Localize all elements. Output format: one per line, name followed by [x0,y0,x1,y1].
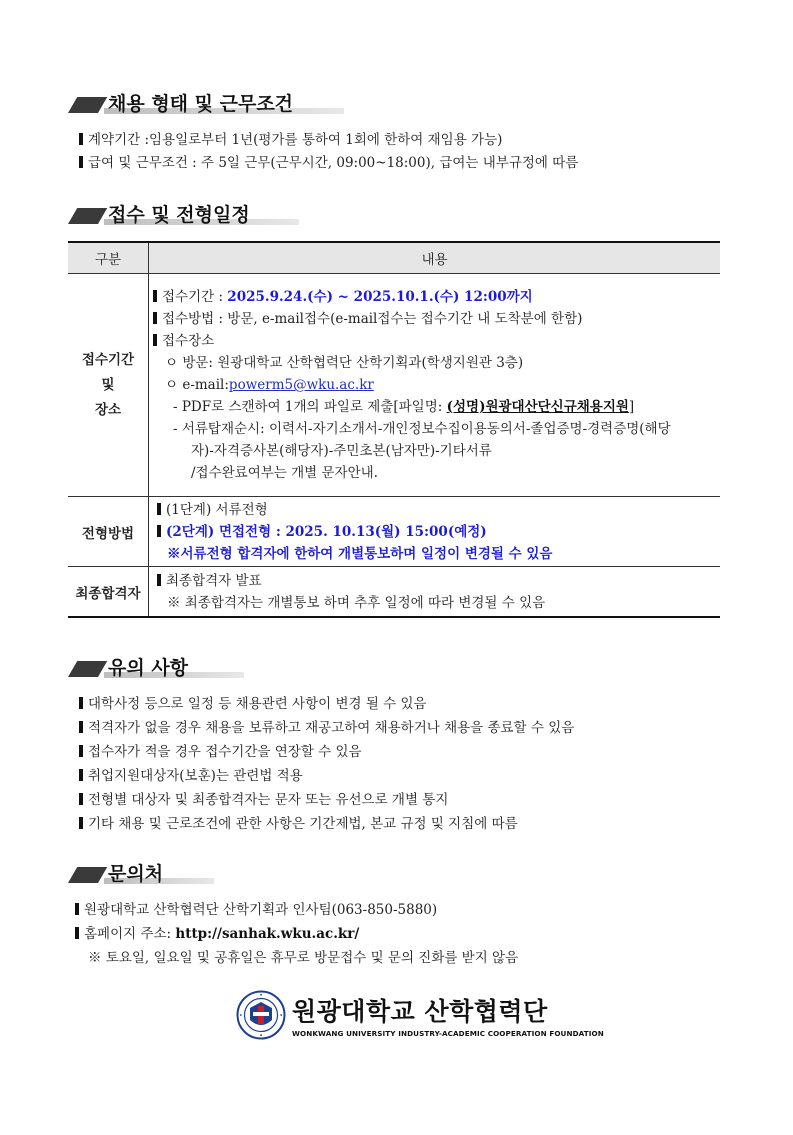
section-title-schedule: 접수 및 전형일정 [108,203,250,226]
contact-phone: 원광대학교 산학협력단 산학기획과 인사팀(063-850-5880) [75,898,437,918]
table-row-final [68,567,720,618]
notes-item: 취업지원대상자(보훈)는 관련법 적용 [79,764,303,784]
notes-item: 대학사정 등으로 일정 등 채용관련 사항이 변경 될 수 있음 [79,692,427,712]
table-header-content: 내용 [149,242,721,274]
application-place-label: 접수장소 [153,330,720,352]
section-header-contact [68,862,163,886]
application-email: ㅇ e-mail:powerm5@wku.ac.kr [165,377,374,393]
schedule-table [68,241,720,618]
logo-subtitle: WONKWANG UNIVERSITY INDUSTRY-ACADEMIC COOPERATION FOUNDATION [292,1029,604,1038]
final-announce: 최종합격자 발표 [157,570,720,592]
employment-item-salary: 급여 및 근무조건 : 주 5일 근무(근무시간, 09:00~18:00), 급여는 내부규정에 따름 [79,151,578,171]
selection-step2: (2단계) 면접전형 : 2025. 10.13(월) 15:00(예정) [157,521,720,543]
foundation-logo [236,990,604,1040]
selection-step2-note: ※서류전형 합격자에 한하여 개별통보하며 일정이 변경될 수 있음 [167,546,553,562]
university-seal-icon [236,990,286,1040]
email-link[interactable]: powerm5@wku.ac.kr [228,377,374,393]
application-order-line1: - 서류탑재순시: 이력서-자기소개서-개인정보수집이용동의서-졸업증명-경력증명(해당 [173,421,671,437]
row-label-final: 최종합격자 [68,567,149,618]
section-bar-icon [68,204,106,226]
table-row-application [68,274,720,497]
notes-item: 접수자가 적을 경우 접수기간을 연장할 수 있음 [79,740,362,760]
section-title-notes: 유의 사항 [108,656,189,679]
logo-name: 원광대학교 산학협력단 [292,997,548,1026]
application-notice: /접수완료여부는 개별 문자안내. [191,465,378,481]
contact-note: ※ 토요일, 일요일 및 공휴일은 휴무로 방문접수 및 문의 진화를 받지 않음 [88,950,519,966]
section-bar-icon [68,93,106,115]
final-note: ※ 최종합격자는 개별통보 하며 추후 일정에 따라 변경될 수 있음 [167,595,546,611]
row-label-selection: 전형방법 [68,497,149,567]
section-header-notes [68,656,188,680]
section-title-contact: 문의처 [108,862,164,885]
notes-item: 적격자가 없을 경우 채용을 보류하고 재공고하여 채용하거나 채용을 종료할 수 있음 [79,716,574,736]
notes-item: 기타 채용 및 근로조건에 관한 사항은 기간제법, 본교 규정 및 지침에 따름 [79,812,518,832]
row-content-selection [149,497,721,567]
section-header-schedule [68,203,250,227]
section-bar-icon [68,863,106,885]
application-order-line2: 자)-자격증사본(해당자)-주민초본(남자만)-기타서류 [191,443,492,459]
row-content-final [149,567,721,618]
application-method: 접수방법 : 방문, e-mail접수(e-mail접수는 접수기간 내 도착분에 한함) [153,308,720,330]
employment-item-contract: 계약기간 :임용일로부터 1년(평가를 통하여 1회에 한하여 재임용 가능) [79,128,502,148]
selection-step1: (1단계) 서류전형 [157,499,720,521]
contact-homepage: 홈페이지 주소: http://sanhak.wku.ac.kr/ [75,922,359,942]
row-label-application: 접수기간 및 장소 [68,274,149,497]
section-bar-icon [68,657,106,679]
notes-item: 전형별 대상자 및 최종합격자는 문자 또는 유선으로 개별 통지 [79,788,448,808]
section-title-employment: 채용 형태 및 근무조건 [108,92,294,115]
application-period: 접수기간 : 2025.9.24.(수) ~ 2025.10.1.(수) 12:00까지 [153,286,720,308]
application-visit: ㅇ 방문: 원광대학교 산학협력단 산학기획과(학생지원관 3층) [165,355,524,371]
table-header-category: 구분 [68,242,149,274]
section-header-employment [68,92,293,116]
row-content-application [149,274,721,497]
application-pdf: - PDF로 스캔하여 1개의 파일로 제출[파일명: (성명)원광대산단신규채용지원] [173,399,635,415]
table-row-selection [68,497,720,567]
homepage-link[interactable]: http://sanhak.wku.ac.kr/ [175,926,360,942]
